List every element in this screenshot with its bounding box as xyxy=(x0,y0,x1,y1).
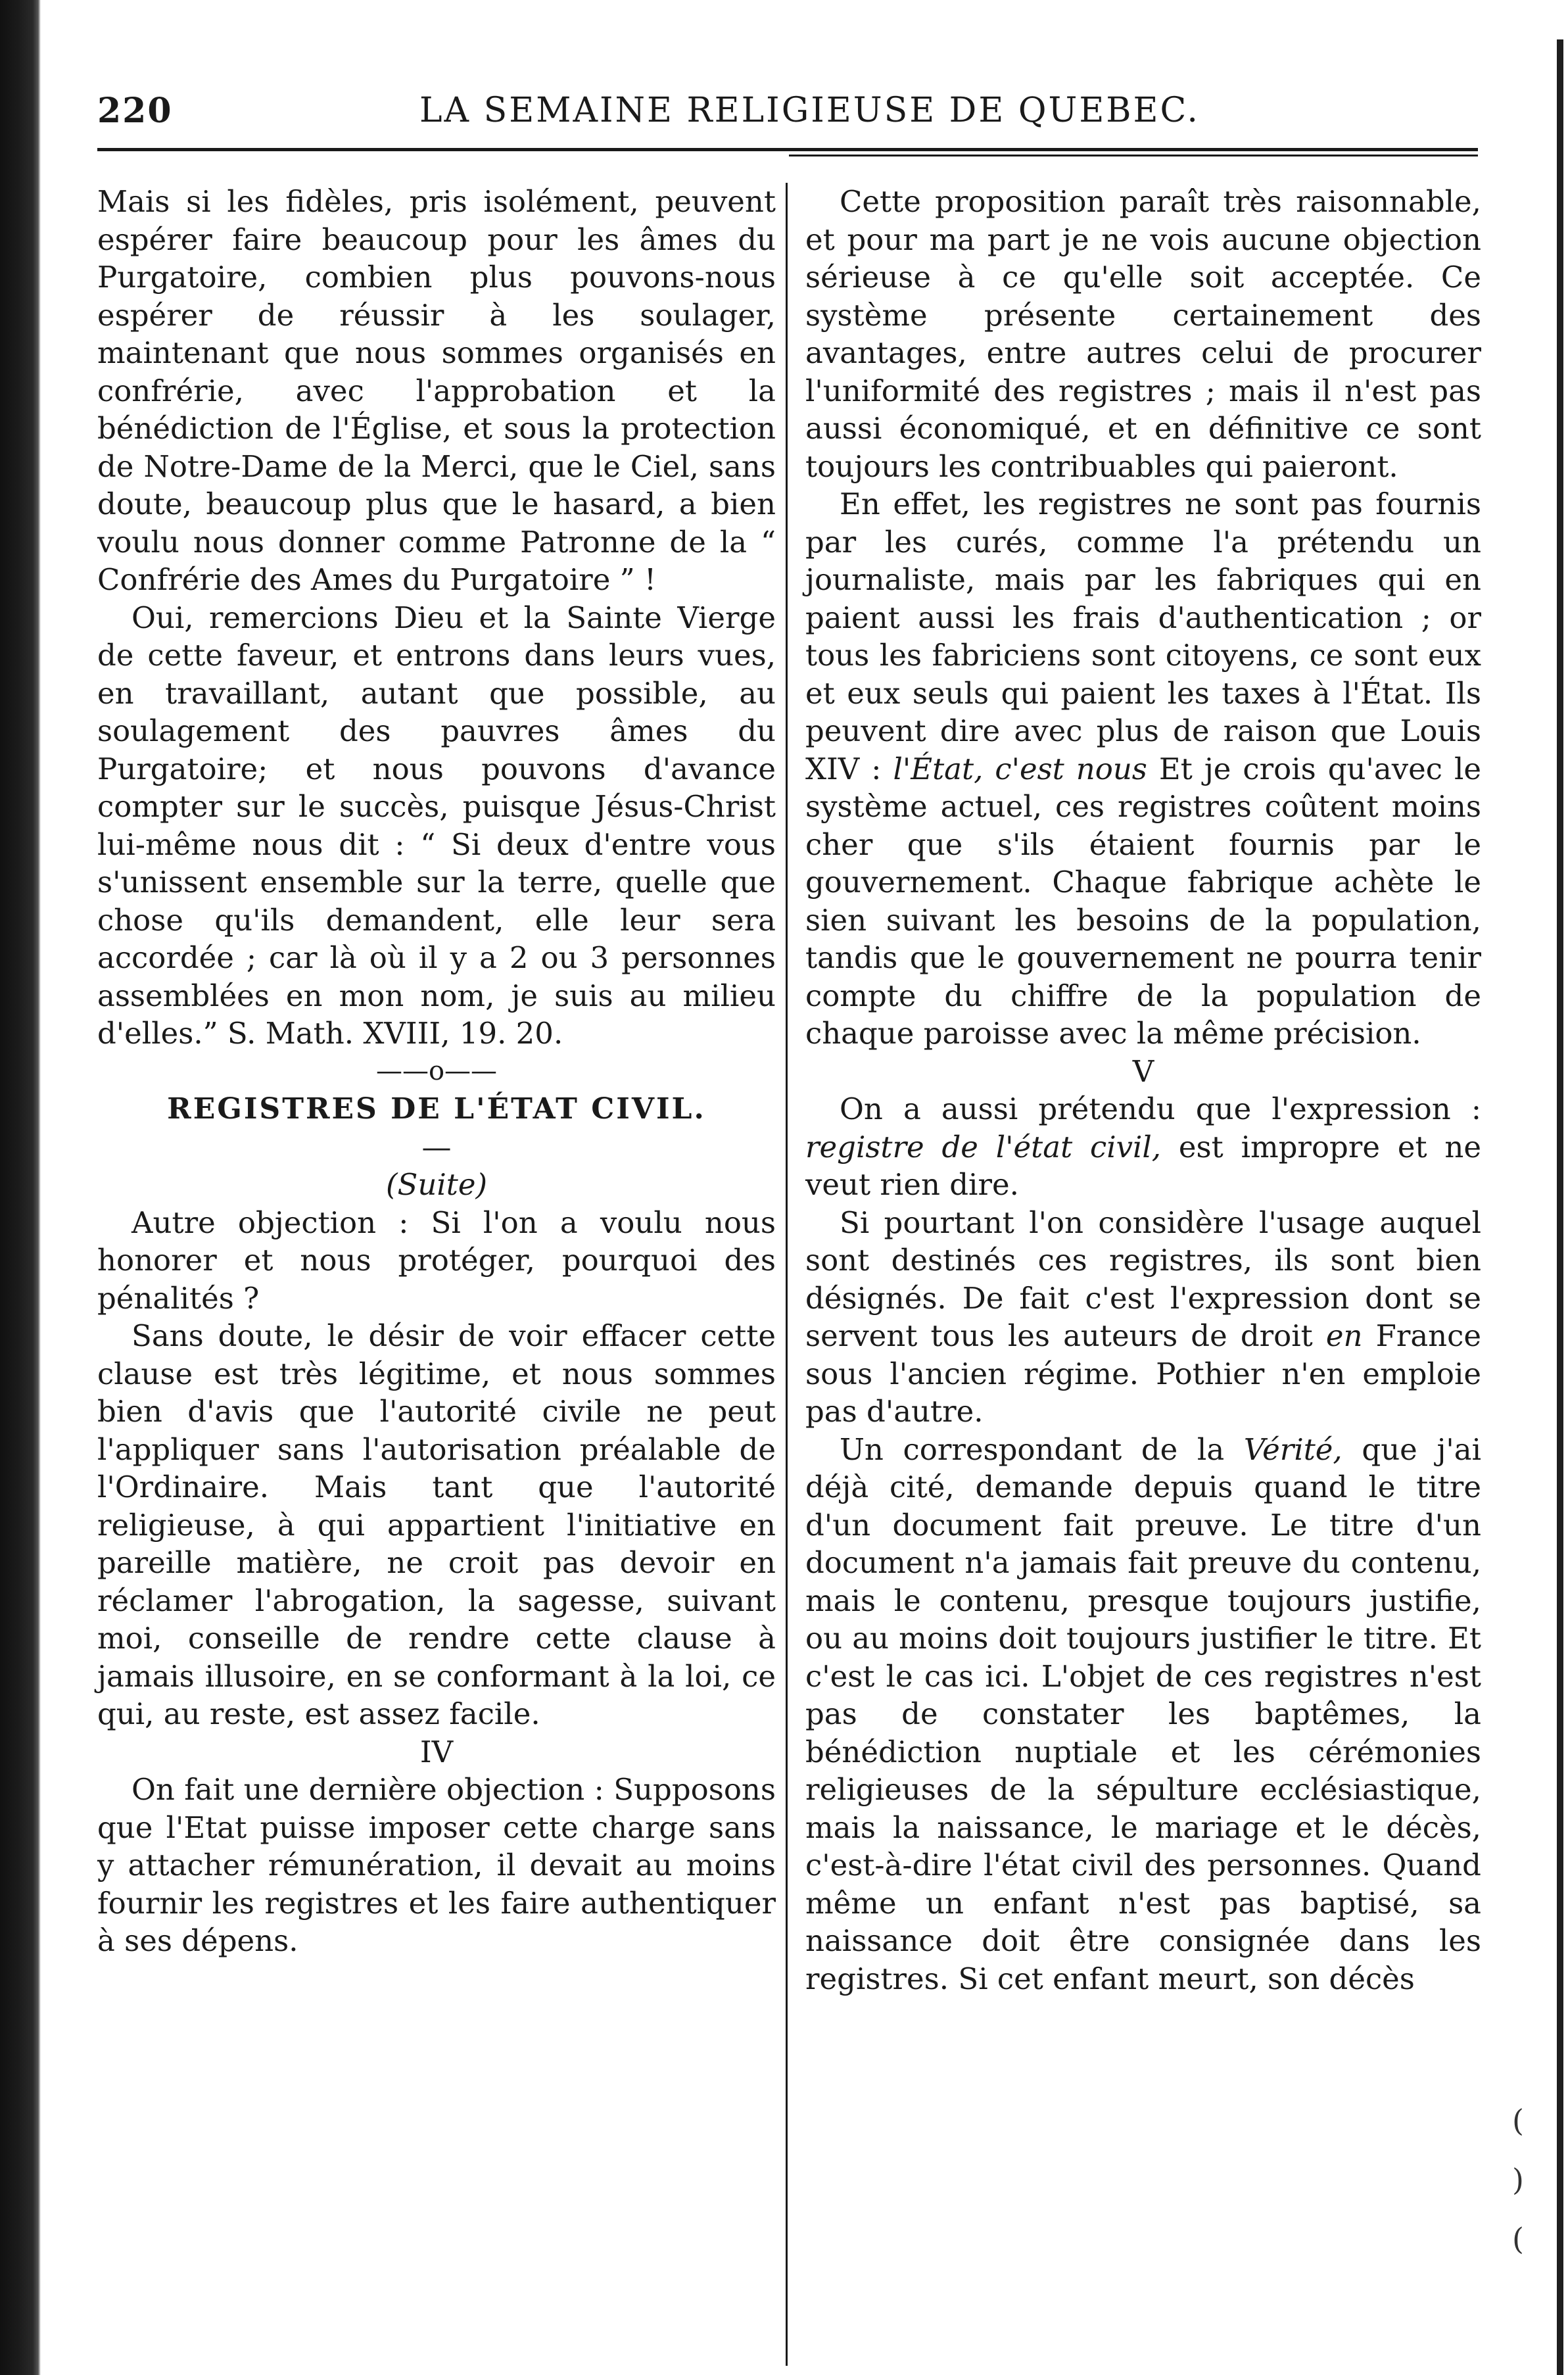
right-paragraph-3-text-a: On a aussi prétendu que l'expression : xyxy=(840,1092,1481,1126)
right-paragraph-4 xyxy=(805,1204,1481,1431)
left-paragraph-2: Oui, remercions Dieu et la Sainte Vierge de cette faveur, et entrons dans leurs vues, en travaillant, autant que possible, au soulagement des pauvres âmes du Purgatoire; et nous pouvons d'avance compter sur le succès, puisque Jésus-Christ lui-même nous dit : “ Si deux d'entre vous s'unissent ensemble sur la terre, quelle que chose qu'ils demandent, elle leur sera accordée ; car là où il y a 2 ou 3 personnes assemblées en mon nom, je suis au milieu d'elles.” S. Math. XVIII, 19. 20. xyxy=(97,600,776,1051)
right-paragraph-2-text-a: En effet, les registres ne sont pas fournis par les curés, comme l'a prétendu un journaliste, mais par les fabriques qui en paient aussi les frais d'authentication ; or tous les fabriciens sont citoyens, ce sont eux et eux seuls qui paient les taxes à l'État. Ils peuvent dire avec plus de raison que Louis XIV : xyxy=(805,487,1481,786)
running-title: LA SEMAINE RELIGIEUSE DE QUEBEC. xyxy=(419,91,1200,130)
right-paragraph-2-text-b: Et je crois qu'avec le système actuel, ces registres coûtent moins cher que s'ils étaient fournis par le gouvernement. Chaque fabrique achète le sien suivant les besoins de la population, tandis que le gouvernement ne pourra tenir compte du chiffre de la population de chaque paroisse avec la même précision. xyxy=(805,751,1481,1051)
section-separator: ——o—— xyxy=(375,1055,498,1086)
right-paragraph-5-em: Vérité, xyxy=(1243,1431,1342,1467)
title-dash: — xyxy=(421,1129,452,1164)
section-numeral-iv: IV xyxy=(419,1734,454,1769)
suite-label: (Suite) xyxy=(385,1167,488,1202)
page-header xyxy=(97,79,1448,145)
section-numeral-v: V xyxy=(1132,1053,1154,1089)
right-paragraph-5-text-b: que j'ai déjà cité, demande depuis quand le titre d'un document fait preuve. Le titre d'un document n'a jamais fait preuve du contenu, mais le contenu, presque toujours justifie, ou au moins doit toujours justifier le titre. Et c'est le cas ici. L'objet de ces registres n'est pas de constater les baptêmes, la bénédiction nuptiale et les cérémonies religieuses de la sépulture ecclésiastique, mais la naissance, le mariage et le décès, c'est-à-dire l'état civil des personnes. Quand même un enfant n'est pas baptisé, sa naissance doit être consignée dans les registres. Si cet enfant meurt, son décès xyxy=(805,1431,1482,1996)
column-divider xyxy=(786,183,788,2366)
left-paragraph-1: Mais si les fidèles, pris isolément, peuvent espérer faire beaucoup pour les âmes du Purgatoire, combien plus pouvons-nous espérer de réussir à les soulager, maintenant que nous sommes organisés en confrérie, avec l'approbation et la bénédiction de l'Église, et sous la protection de Notre-Dame de la Merci, que le Ciel, sans doute, beaucoup plus que le hasard, a bien voulu nous donner comme Patronne de la “ Confrérie des Ames du Purgatoire ” ! xyxy=(97,184,776,597)
left-paragraph-5: On fait une dernière objection : Supposons que l'Etat puisse imposer cette charge sans y attacher rémunération, il devait au moins fournir les registres et les faire authentiquer à ses dépens. xyxy=(97,1772,776,1958)
page-number: 220 xyxy=(97,91,173,131)
right-paragraph-4-em: en xyxy=(1325,1318,1363,1353)
margin-bleed-marks: ( ) ( xyxy=(1512,2103,1524,2257)
left-paragraph-4: Sans doute, le désir de voir effacer cette clause est très légitime, et nous sommes bien d'avis que l'autorité civile ne peut l'appliquer sans l'autorisation préalable de l'Ordinaire. Mais tant que l'autorité religieuse, à qui appartient l'initiative en pareille matière, ne croit pas devoir en réclamer l'abrogation, la sagesse, suivant moi, conseille de rendre cette clause à jamais illusoire, en se conformant à la loi, ce qui, au reste, est assez facile. xyxy=(97,1318,776,1731)
right-paragraph-1: Cette proposition paraît très raisonnable, et pour ma part je ne vois aucune objection sérieuse à ce qu'elle soit acceptée. Ce système présente certainement des avantages, entre autres celui de procurer l'uniformité des registres ; mais il n'est pas aussi économiqué, et en définitive ce sont toujours les contribuables qui paieront. xyxy=(805,184,1481,484)
right-paragraph-3-text-b: est impropre et ne veut rien dire. xyxy=(805,1129,1481,1202)
header-rule xyxy=(97,148,1478,151)
right-column xyxy=(805,183,1481,1998)
right-paragraph-5-text-a: Un correspondant de la xyxy=(840,1431,1244,1467)
right-paragraph-3 xyxy=(805,1090,1481,1204)
scan-left-edge xyxy=(0,0,41,2375)
section-title: REGISTRES DE L'ÉTAT CIVIL. xyxy=(167,1092,706,1126)
left-column xyxy=(97,183,776,1960)
right-paragraph-5 xyxy=(805,1431,1481,1998)
right-paragraph-4-text-a: Si pourtant l'on considère l'usage auquel sont destinés ces registres, ils sont bien désignés. De fait c'est l'expression dont se servent tous les auteurs de droit xyxy=(805,1205,1481,1353)
header-rule-secondary xyxy=(789,155,1478,156)
right-paragraph-4-text-b: France sous l'ancien régime. Pothier n'en emploie pas d'autre. xyxy=(805,1318,1481,1429)
left-paragraph-3: Autre objection : Si l'on a voulu nous honorer et nous protéger, pourquoi des pénalités ? xyxy=(97,1205,776,1316)
right-paragraph-2-quote: l'État, c'est nous xyxy=(893,751,1147,786)
right-paragraph-3-term: registre de l'état civil, xyxy=(805,1129,1162,1164)
right-paragraph-2 xyxy=(805,485,1481,1053)
scan-right-edge xyxy=(1557,39,1563,2375)
